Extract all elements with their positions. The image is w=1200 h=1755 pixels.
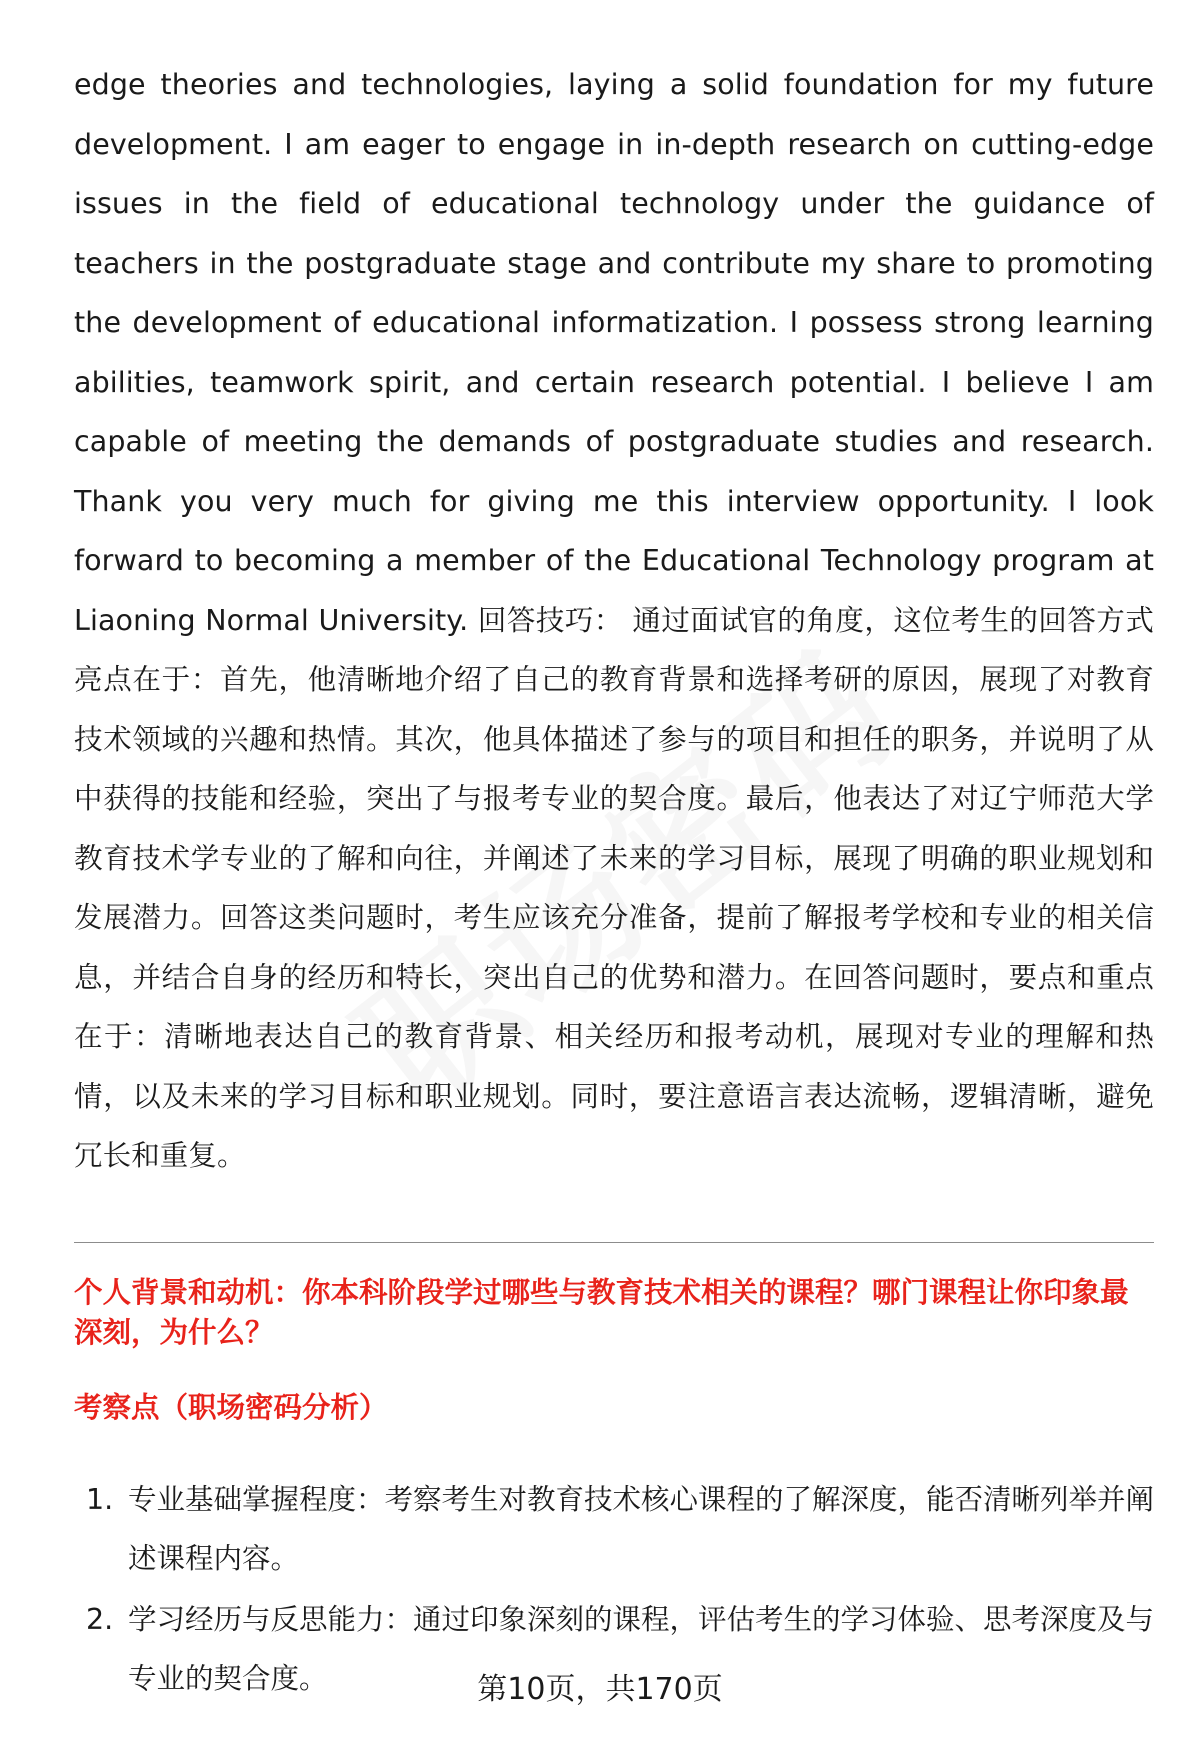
tips-text: 通过面试官的角度，这位考生的回答方式亮点在于：首先，他清晰地介绍了自己的教育背景和选择考研的原因，展现了对教育技术领域的兴趣和热情。其次，他具体描述了参与的项目和担任的职务，并说明了从中获得的技能和经验，突出了与报考专业的契合度。最后，他表达了对辽宁师范大学教育技术学专业的了解和向往，并阐述了未来的学习目标，展现了明确的职业规划和发展潜力。回答这类问题时，考生应该充分准备，提前了解报考学校和专业的相关信息，并结合自身的经历和特长，突出自己的优势和潜力。在回答问题时，要点和重点在于：清晰地表达自己的教育背景、相关经历和报考动机，展现对专业的理解和热情，以及未来的学习目标和职业规划。同时，要注意语言表达流畅，逻辑清晰，避免冗长和重复。 (74, 603, 1154, 1172)
answer-paragraph (74, 55, 1154, 1186)
page-indicator: 第10页，共170页 (477, 1672, 723, 1707)
list-item-text: 学习经历与反思能力：通过印象深刻的课程，评估考生的学习体验、思考深度及与专业的契合度。 (128, 1602, 1155, 1695)
document-page (74, 55, 1154, 1710)
answer-text-en: edge theories and technologies, laying a solid foundation for my future development. I am eager to engage in in-depth research on cutting-edge issues in the field of educational technology under the guidance of teachers in the postgraduate stage and contribute my share to promoting the development of educational informatization. I possess strong learning abilities, teamwork spirit, and certain research potential. I believe I am capable of meeting the demands of postgraduate studies and research. Thank you very much for giving me this interview opportunity. I look forward to becoming a member of the Educational Technology program at Liaoning Normal University. (74, 68, 1154, 637)
question-title: 个人背景和动机：你本科阶段学过哪些与教育技术相关的课程？哪门课程让你印象最深刻，为什么？ (74, 1275, 1129, 1349)
list-item-text: 专业基础掌握程度：考察考生对教育技术核心课程的了解深度，能否清晰列举并阐述课程内容。 (128, 1482, 1155, 1575)
tips-label: 回答技巧： (477, 603, 623, 637)
list-item (74, 1470, 1154, 1589)
assessment-points-heading: 考察点（职场密码分析） (74, 1390, 388, 1424)
section-divider (74, 1242, 1154, 1243)
list-item-number: 2. (86, 1602, 114, 1636)
list-item-number: 1. (86, 1482, 114, 1516)
